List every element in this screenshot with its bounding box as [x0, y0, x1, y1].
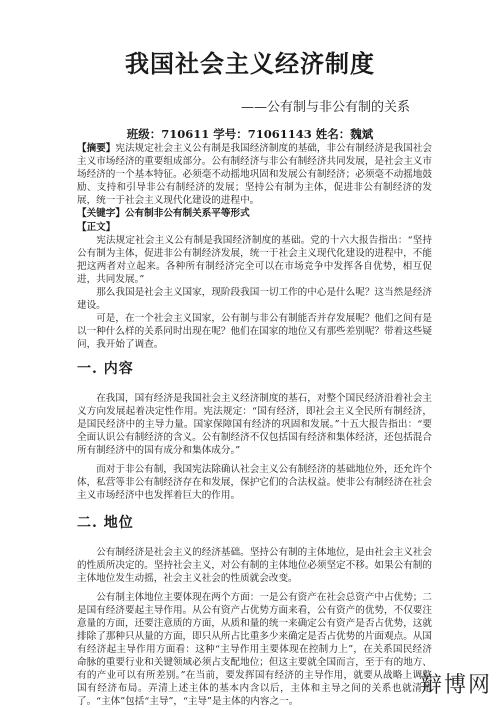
author-line: 班级：710611 学号：71061143 姓名：魏斌 [126, 127, 374, 141]
keywords-paragraph [77, 207, 432, 220]
abstract-paragraph [77, 142, 432, 207]
section1-paragraph-2: 而对于非公有制，我国宪法除确认社会主义公有制经济的基础地位外，还允许个体，私营等非公有制经济存在和发展，保护它们的合法权益。使非公有制经济在社会主义市场经济中也发挥着巨大的作用。 [77, 463, 432, 502]
intro-paragraph-1: 宪法规定社会主义公有制是我国经济制度的基础。党的十六大报告指出：“坚持公有制为主体，促进非公有制经济发展，统一于社会主义现代化建设的进程中，不能把这两者对立起来。各种所有制经济完全可以在市场竞争中发挥各自优势，相互促进，共同发展。” [77, 234, 432, 285]
keywords-text: 公有制非公有制关系平等形式 [124, 208, 250, 220]
section-heading-status: 二. 地位 [77, 515, 134, 532]
section2-paragraph-1: 公有制经济是社会主义的经济基础。坚持公有制的主体地位，是由社会主义社会的性质所决定的。坚持社会主义，对公有制的主体地位必须坚定不移。如果公有制的主体地位发生动摇，社会主义社会的性质就会改变。 [77, 547, 432, 585]
body-tag: 【正文】 [77, 221, 116, 233]
section-heading-content: 一. 内容 [77, 360, 134, 377]
intro-paragraph-2: 那么我国是社会主义国家，现阶段我国一切工作的中心是什么呢？这当然是经济建设。 [77, 287, 432, 312]
keywords-tag: 【关键字】 [77, 208, 125, 220]
site-watermark: 辩博网 [419, 673, 492, 698]
page-title: 我国社会主义经济制度 [125, 49, 375, 78]
abstract-tag: 【摘要】 [77, 143, 116, 154]
document-body [77, 142, 432, 708]
subtitle: ——公有制与非公有制的关系 [240, 100, 410, 115]
abstract-text: 宪法规定社会主义公有制是我国经济制度的基础，非公有制经济是我国社会主义市场经济的重要组成部分。公有制经济与非公有制经济共同发展，是社会主义市场经济的一个基本特征。必须毫不动摇地巩固和发展公有制经济；必须毫不动摇地鼓励、支持和引导非公有制经济的发展；坚持公有制为主体，促进非公有制经济的发展，统一于社会主义现代化建设的进程中。 [77, 143, 433, 207]
intro-paragraph-3: 可是，在一个社会主义国家，公有制与非公有制能否并存发展呢？他们之间有是以一种什么样的关系同时出现在呢？他们在国家的地位又有那些差别呢？带着这些疑问，我开始了调查。 [77, 313, 432, 351]
section2-paragraph-2: 公有制主体地位主要体现在两个方面：一是公有资产在社会总资产中占优势；二是国有经济要起主导作用。从公有资产占优势方面来看，公有资产的优势，不仅要注意量的方面，还要注意质的方面，从质和量的统一来确定公有资产是否占优势，这就排除了那种只从量的方面，即只从所占比重多少来确定是否占优势的片面观点。从国有经济起主导作用方面看：这种“主导作用主要体现在控制力上”，在关系国民经济命脉的重要行业和关键领域必须占支配地位；但这主要就全国而言，至于有的地方、有的产业可以有所差别。”在当前，要发挥国有经济的主导作用，就要从战略上调整国有经济布局。弄清上述主体的基本内含以后，主体和主导之间的关系也就清楚了。“主体”包括“主导”，“主导”是主体的内容之一。 [77, 591, 432, 708]
section1-paragraph-1: 在我国，国有经济是我国社会主义经济制度的基石，对整个国民经济沿着社会主义方向发展起着决定性作用。宪法规定：“国有经济，即社会主义全民所有制经济，是国民经济中的主导力量。国家保障国有经济的巩固和发展。”十五大报告指出：“要全面认识公有制经济的含义。公有制经济不仅包括国有经济和集体经济，还包括混合所有制经济中的国有成分和集体成分。” [77, 392, 432, 456]
